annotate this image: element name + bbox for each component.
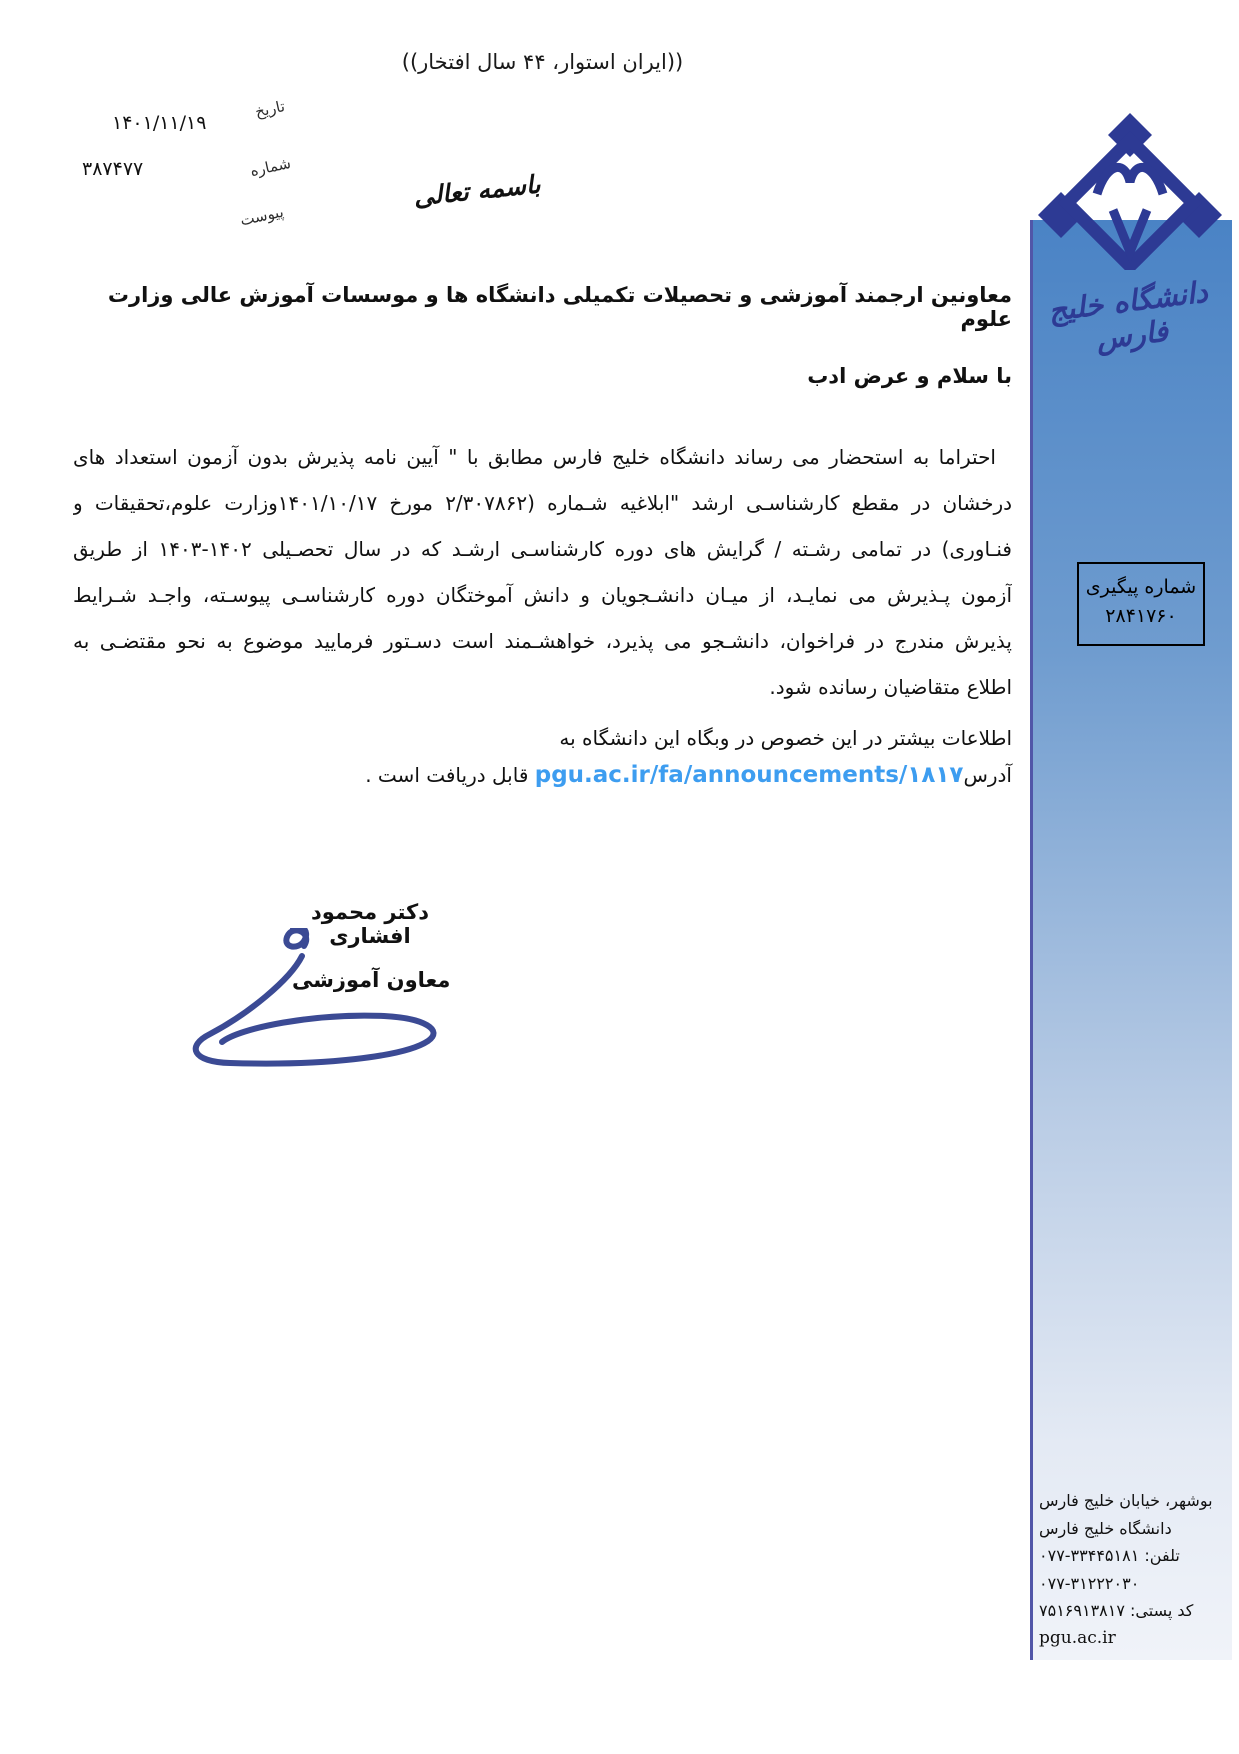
footer-contact-block (1033, 1487, 1229, 1652)
footer-postal-line (1039, 1597, 1229, 1625)
tracking-number-value: ۲۸۴۱۷۶۰ (1105, 605, 1177, 627)
letterhead-slogan: ((ایران استوار، ۴۴ سال افتخار)) (401, 50, 684, 74)
postal-code: ۷۵۱۶۹۱۳۸۱۷ (1039, 1601, 1125, 1620)
university-logo-icon (1035, 112, 1225, 270)
tracking-number-label: شماره پیگیری (1085, 576, 1197, 598)
university-name: دانشگاه خلیج فارس (1046, 274, 1210, 357)
footer-website: pgu.ac.ir (1039, 1627, 1116, 1648)
footer-phone-line1 (1039, 1542, 1229, 1570)
letter-body (73, 434, 1012, 710)
addressee-line: معاونین ارجمند آموزشی و تحصیلات تکمیلی دانشگاه ها و موسسات آموزش عالی وزارت علوم (107, 283, 1012, 331)
footer-address-line2: دانشگاه خلیج فارس (1039, 1518, 1172, 1538)
body-line: احتراما به استحضار می رساند دانشگاه خلیج فارس مطابق با " آیین نامه پذیرش بدون آزمون استعداد های (73, 445, 996, 469)
phone-number-1: ۰۷۷-۳۳۴۴۵۱۸۱ (1039, 1546, 1140, 1565)
address-prefix: آدرس (963, 763, 1012, 787)
phone-number-2: ۰۷۷-۳۱۲۲۲۰۳۰ (1039, 1573, 1140, 1593)
web-info-line: اطلاعات بیشتر در این خصوص در وبگاه این دانشگاه به (559, 726, 1012, 750)
date-value: ۱۴۰۱/۱۱/۱۹ (112, 112, 207, 134)
side-gradient-band (1030, 220, 1232, 1660)
tracking-number-box (1077, 562, 1205, 646)
signatory-title: معاون آموزشی (292, 968, 451, 992)
footer-address-line1: بوشهر، خیابان خلیج فارس (1039, 1491, 1213, 1510)
phone-label: تلفن: (1144, 1546, 1180, 1565)
bismillah-calligraphy: باسمه تعالی (412, 169, 542, 212)
body-line: فنـاوری) در تمامی رشـته / گرایش های دوره کارشناسـی ارشـد که در سال تحصـیلی ۱۴۰۲-۱۴۰۳ از طریق (73, 537, 1012, 561)
body-line: پذیرش مندرج در فراخوان، دانشـجو می پذیرد، خواهشـمند است دسـتور فرمایید موضوع به نحو مقتضـی به (73, 629, 1012, 653)
date-label: تاریخ (253, 97, 287, 121)
salutation-line: با سلام و عرض ادب (807, 364, 1012, 388)
body-line: اطلاع متقاضیان رسانده شود. (769, 675, 1012, 699)
footer-phone-line2 (1039, 1570, 1229, 1598)
signatory-name: دکتر محمود افشاری (310, 900, 430, 948)
attachment-label: پیوست (238, 202, 286, 230)
body-line: درخشان در مقطع کارشناسـی ارشد "ابلاغیه شـماره (۲/۳۰۷۸۶۲ مورخ ۱۴۰۱/۱۰/۱۷وزارت علوم،تحقیقات و (73, 491, 1012, 515)
announcement-link-line (73, 762, 1012, 788)
postal-label: کد پستی: (1130, 1601, 1194, 1620)
address-suffix: قابل دریافت است . (365, 763, 535, 787)
announcement-link[interactable]: pgu.ac.ir/fa/announcements/۱۸۱۷ (534, 762, 964, 788)
handwritten-signature (182, 928, 454, 1090)
letter-number-value: ۳۸۷۴۷۷ (82, 158, 144, 180)
body-line: آزمون پـذیرش می نمایـد، از میـان دانشـجویان و دانش آموختگان دوره کارشناسـی پیوسـته، واجـد شـرایط (73, 583, 1012, 607)
letter-number-label: شماره (248, 153, 293, 181)
